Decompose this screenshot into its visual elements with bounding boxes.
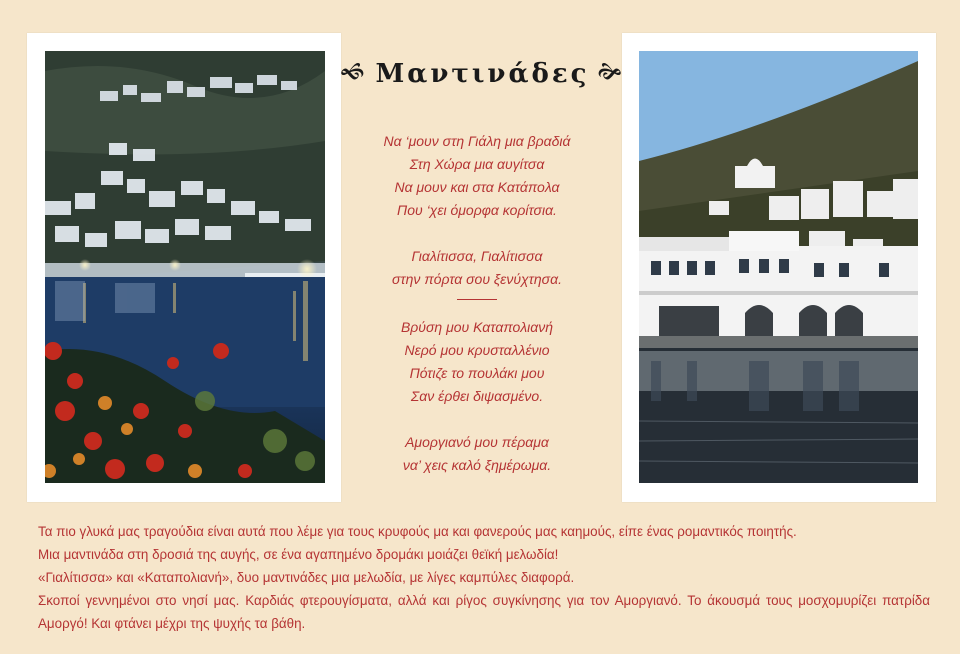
village-illustration xyxy=(639,51,918,483)
prose-paragraph: Σκοποί γεννημένοι στο νησί μας. Καρδιάς φτερουγίσματα, αλλά και ρίγος συγκίνησης για τον Αμοργιανό. Το άκουσμά τους μοσχομυρίζει πατρίδα Αμοργό! Και φτάνει μέχρι της ψυχής τα βάθη. xyxy=(38,593,930,631)
right-leaf-ornament-icon: 🙞 xyxy=(597,60,625,85)
page-title xyxy=(340,55,625,93)
poem-line: να’ χεις καλό ξημέρωμα. xyxy=(402,457,552,473)
poem xyxy=(357,130,597,500)
poem-stanza-2 xyxy=(357,245,597,291)
prose-text xyxy=(38,520,930,635)
poem-line: Που ‘χει όμορφα κορίτσια. xyxy=(397,202,557,218)
poem-line: Αμοργιανό μου πέραμα xyxy=(405,434,549,450)
poem-line: Να ‘μουν στη Γιάλη μια βραδιά xyxy=(383,133,571,149)
poem-line: Νερό μου κρυσταλλένιο xyxy=(404,342,550,358)
night-harbour-illustration xyxy=(45,51,325,483)
poem-divider xyxy=(457,299,497,300)
poem-stanza-4 xyxy=(357,431,597,477)
whitewashed-village-photo xyxy=(639,51,918,483)
poem-line: Βρύση μου Καταπολιανή xyxy=(400,319,554,335)
poem-line: Γιαλίτισσα, Γιαλίτισσα xyxy=(411,248,543,264)
poem-line: Να μουν και στα Κατάπολα xyxy=(394,179,560,195)
poem-stanza-3 xyxy=(357,316,597,408)
right-photo-frame xyxy=(622,33,936,502)
poem-line: Στη Χώρα μια αυγίτσα xyxy=(409,156,545,172)
poem-stanza-1 xyxy=(357,130,597,222)
title-text: Μαντινάδες xyxy=(375,59,590,89)
poem-line: Πότιζε το πουλάκι μου xyxy=(409,365,545,381)
poem-line: Σαν έρθει διψασμένο. xyxy=(410,388,544,404)
night-harbour-photo xyxy=(45,51,325,483)
prose-paragraph: Τα πιο γλυκά μας τραγούδια είναι αυτά που λέμε για τους κρυφούς μα και φανερούς μας καημούς, είπε ένας ρομαντικός ποιητής. xyxy=(38,524,797,539)
poem-line: στην πόρτα σου ξενύχτησα. xyxy=(391,271,563,287)
prose-paragraph: Μια μαντινάδα στη δροσιά της αυγής, σε ένα αγαπημένο δρομάκι μοιάζει θεϊκή μελωδία! xyxy=(38,547,559,562)
left-leaf-ornament-icon: 🙜 xyxy=(340,60,368,85)
left-photo-frame xyxy=(27,33,341,502)
prose-paragraph: «Γιαλίτισσα» και «Καταπολιανή», δυο μαντινάδες μια μελωδία, με λίγες καμπύλες διαφορά. xyxy=(38,570,575,585)
